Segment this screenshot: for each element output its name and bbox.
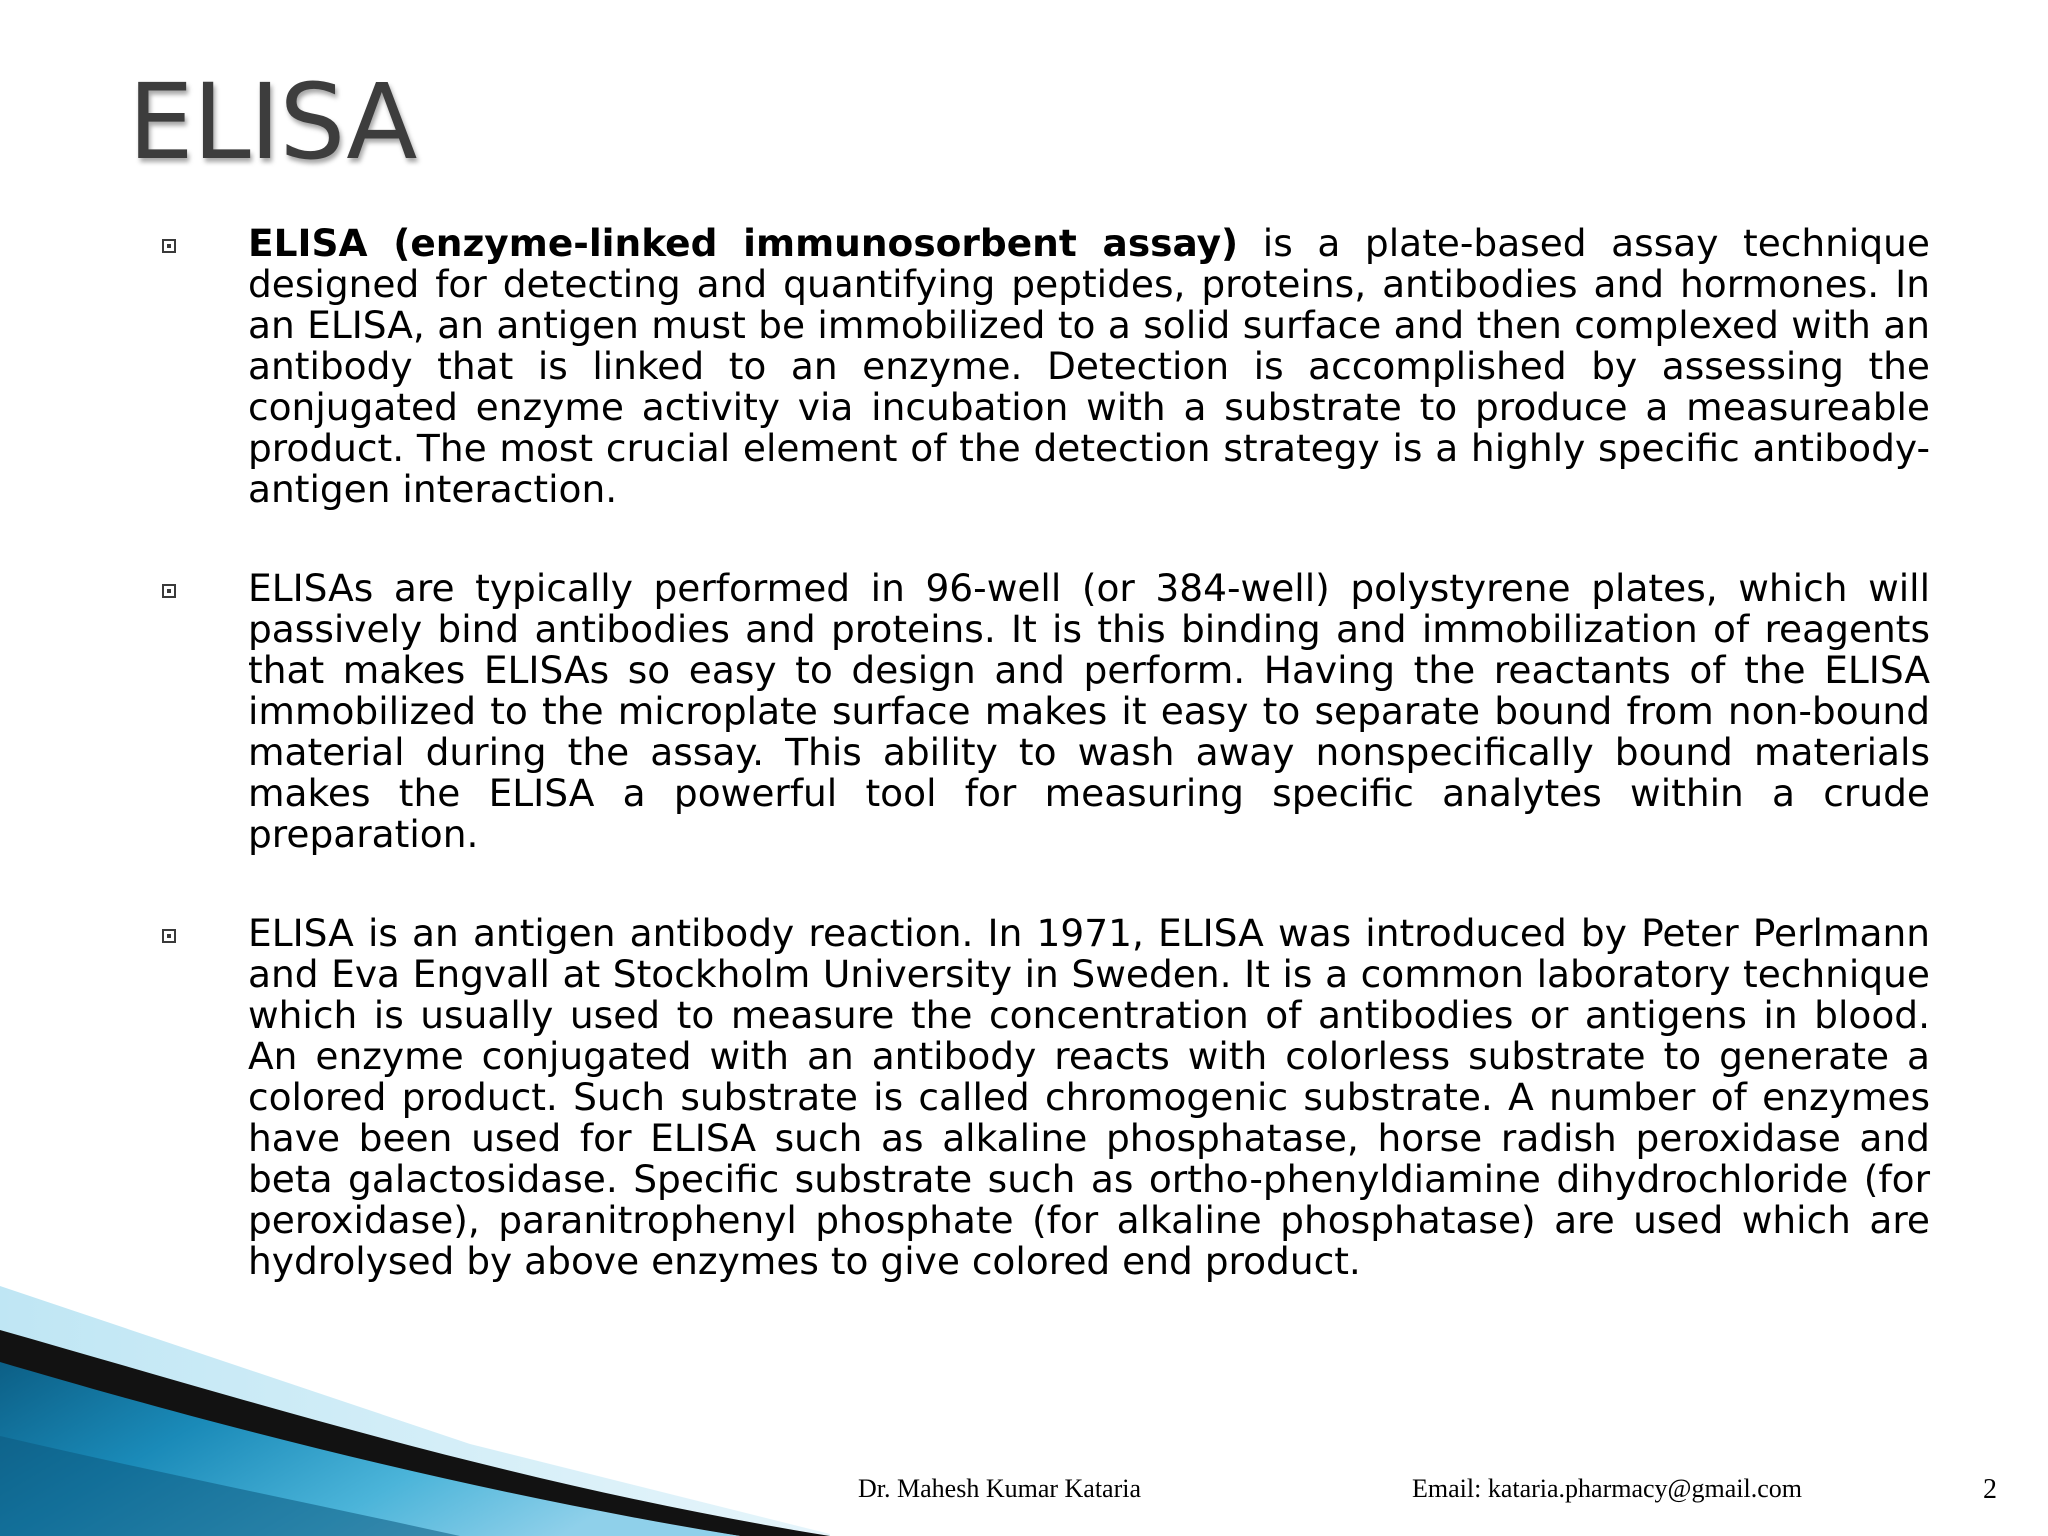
bullet-paragraph (248, 568, 1930, 855)
footer-email: Email: kataria.pharmacy@gmail.com (1412, 1474, 1802, 1503)
bullet-item-definition (150, 223, 1930, 510)
bullet-body: ELISA is an antigen antibody reaction. In 1971, ELISA was introduced by Peter Perlmann and Eva Engvall at Stockholm University in Sweden. It is a common laboratory technique which is usually used to measure the concentration of antibodies or antigens in blood. An enzyme conjugated with an antibody reacts with colorless substrate to generate a colored product. Such substrate is called chromogenic substrate. A number of enzymes have been used for ELISA such as alkaline phosphatase, horse radish peroxidase and beta galactosidase. Specific substrate such as ortho-phenyldiamine dihydrochloride (for peroxidase), paranitrophenyl phosphate (for alkaline phosphatase) are used which are hydrolysed by above enzymes to give colored end product. (248, 911, 1930, 1283)
bullet-paragraph (248, 223, 1930, 510)
square-bullet-icon (162, 239, 176, 253)
square-bullet-icon (162, 584, 176, 598)
bullet-item-history (150, 913, 1930, 1282)
bullet-item-plates (150, 568, 1930, 855)
footer-author: Dr. Mahesh Kumar Kataria (858, 1474, 1142, 1503)
bullet-list (150, 223, 1930, 1340)
bullet-body: is a plate-based assay technique designed for detecting and quantifying peptides, proteins, antibodies and hormones. In an ELISA, an antigen must be immobilized to a solid surface and then complexed with an antibody that is linked to an enzyme. Detection is accomplished by assessing the conjugated enzyme activity via incubation with a substrate to produce a measureable product. The most crucial element of the detection strategy is a highly specific antibody-antigen interaction. (248, 221, 1930, 511)
bullet-paragraph (248, 913, 1930, 1282)
slide-title: ELISA (128, 61, 417, 183)
bullet-body: ELISAs are typically performed in 96-well (or 384-well) polystyrene plates, which will passively bind antibodies and proteins. It is this binding and immobilization of reagents that makes ELISAs so easy to design and perform. Having the reactants of the ELISA immobilized to the microplate surface makes it easy to separate bound from non-bound material during the assay. This ability to wash away nonspecifically bound materials makes the ELISA a powerful tool for measuring specific analytes within a crude preparation. (248, 566, 1930, 856)
page-number: 2 (1983, 1474, 1997, 1505)
square-bullet-icon (162, 929, 176, 943)
bullet-lead-bold: ELISA (enzyme-linked immunosorbent assay) (248, 221, 1239, 265)
